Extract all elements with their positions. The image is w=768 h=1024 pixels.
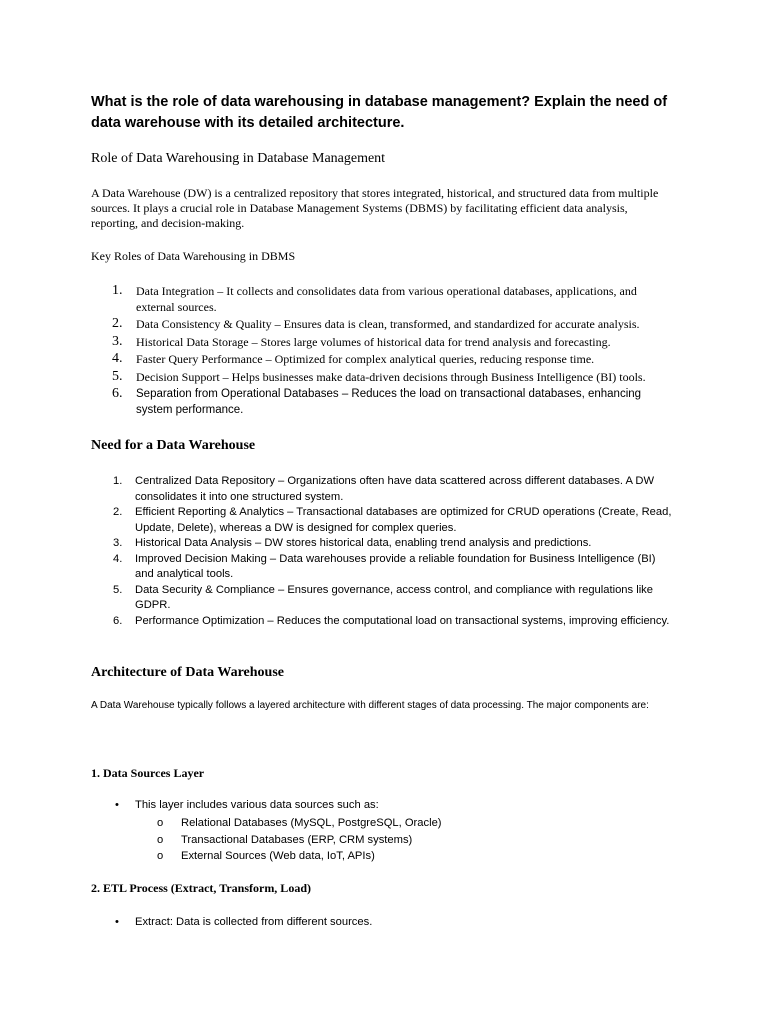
list-item-text: Centralized Data Repository – Organizations often have data scattered across different databases. A DW consolidates it into one structured system.	[135, 475, 655, 503]
list-item	[112, 352, 672, 368]
architecture-intro: A Data Warehouse typically follows a layered architecture with different stages of data processing. The major components are:	[91, 700, 649, 711]
role-heading: Role of Data Warehousing in Database Management	[91, 151, 386, 166]
data-sources-sublist	[157, 815, 442, 865]
bullet-text: This layer includes various data sources such as:	[135, 799, 379, 811]
circle-bullet-icon: o	[157, 817, 164, 829]
list-item	[112, 370, 672, 386]
intro-paragraph: A Data Warehouse (DW) is a centralized repository that stores integrated, historical, and structured data from multiple sources. It plays a crucial role in Database Management Systems (DBMS) by facilitating efficient data analysis, reporting, and decision-making.	[91, 186, 659, 230]
circle-bullet-icon: o	[157, 850, 164, 862]
list-item-text: Transactional Databases (ERP, CRM systems)	[181, 833, 413, 846]
list-number: 5.	[112, 368, 123, 384]
list-item-text: Improved Decision Making – Data warehouses provide a reliable foundation for Business Intelligence (BI) and analytical tools.	[135, 552, 656, 580]
list-item	[157, 848, 442, 865]
list-item	[113, 474, 673, 505]
list-item	[157, 832, 442, 849]
list-item	[113, 536, 673, 552]
list-number: 6.	[113, 614, 123, 627]
architecture-heading: Architecture of Data Warehouse	[91, 665, 284, 680]
list-item-text: Historical Data Analysis – DW stores historical data, enabling trend analysis and predictions.	[135, 537, 592, 549]
list-number: 5.	[113, 583, 123, 596]
list-item	[112, 387, 672, 418]
bullet-icon: •	[115, 799, 119, 811]
list-item	[112, 335, 672, 351]
etl-heading: 2. ETL Process (Extract, Transform, Load)	[91, 881, 311, 895]
list-item-text: Decision Support – Helps businesses make data-driven decisions through Business Intelligence (BI) tools.	[136, 369, 646, 384]
list-number: 6.	[112, 386, 123, 401]
list-item-text: External Sources (Web data, IoT, APIs)	[181, 850, 375, 862]
question-heading: What is the role of data warehousing in database management? Explain the need of data warehouse with its detailed architecture.	[91, 94, 668, 131]
list-item-text: Separation from Operational Databases – Reduces the load on transactional databases, enhancing system performance.	[136, 388, 642, 416]
list-item-text: Data Integration – It collects and consolidates data from various operational databases, applications, and external sources.	[136, 284, 637, 314]
bullet-icon: •	[115, 916, 119, 928]
list-item	[157, 815, 442, 832]
list-item-text: Historical Data Storage – Stores large volumes of historical data for trend analysis and forecasting.	[136, 334, 611, 349]
list-number: 1.	[113, 475, 123, 487]
list-number: 2.	[112, 316, 123, 331]
list-number: 3.	[113, 537, 123, 549]
list-item	[112, 317, 672, 333]
bullet-text: Extract: Data is collected from different sources.	[135, 916, 373, 928]
need-heading: Need for a Data Warehouse	[91, 438, 256, 453]
list-item-text: Relational Databases (MySQL, PostgreSQL, Oracle)	[181, 817, 442, 829]
list-item-text: Performance Optimization – Reduces the computational load on transactional systems, improving efficiency.	[135, 614, 670, 627]
list-item-text: Faster Query Performance – Optimized for complex analytical queries, reducing response time.	[136, 352, 595, 366]
list-item	[113, 552, 673, 583]
list-number: 4.	[112, 351, 123, 366]
list-item	[113, 505, 673, 536]
list-number: 4.	[113, 552, 123, 565]
list-item-text: Efficient Reporting & Analytics – Transactional databases are optimized for CRUD operations (Create, Read, Update, Delete), whereas a DW is designed for complex queries.	[135, 506, 672, 534]
data-sources-heading: 1. Data Sources Layer	[91, 766, 205, 780]
key-roles-list	[112, 284, 672, 420]
list-item	[112, 284, 672, 315]
list-item	[113, 583, 673, 614]
list-item	[113, 614, 673, 630]
list-number: 2.	[113, 506, 123, 518]
list-item-text: Data Security & Compliance – Ensures governance, access control, and compliance with regulations like GDPR.	[135, 583, 653, 611]
list-item-text: Data Consistency & Quality – Ensures data is clean, transformed, and standardized for accurate analysis.	[136, 317, 640, 331]
list-number: 1.	[112, 283, 123, 298]
needs-list	[113, 474, 673, 629]
circle-bullet-icon: o	[157, 833, 164, 846]
list-number: 3.	[112, 333, 123, 349]
key-roles-heading: Key Roles of Data Warehousing in DBMS	[91, 249, 296, 263]
